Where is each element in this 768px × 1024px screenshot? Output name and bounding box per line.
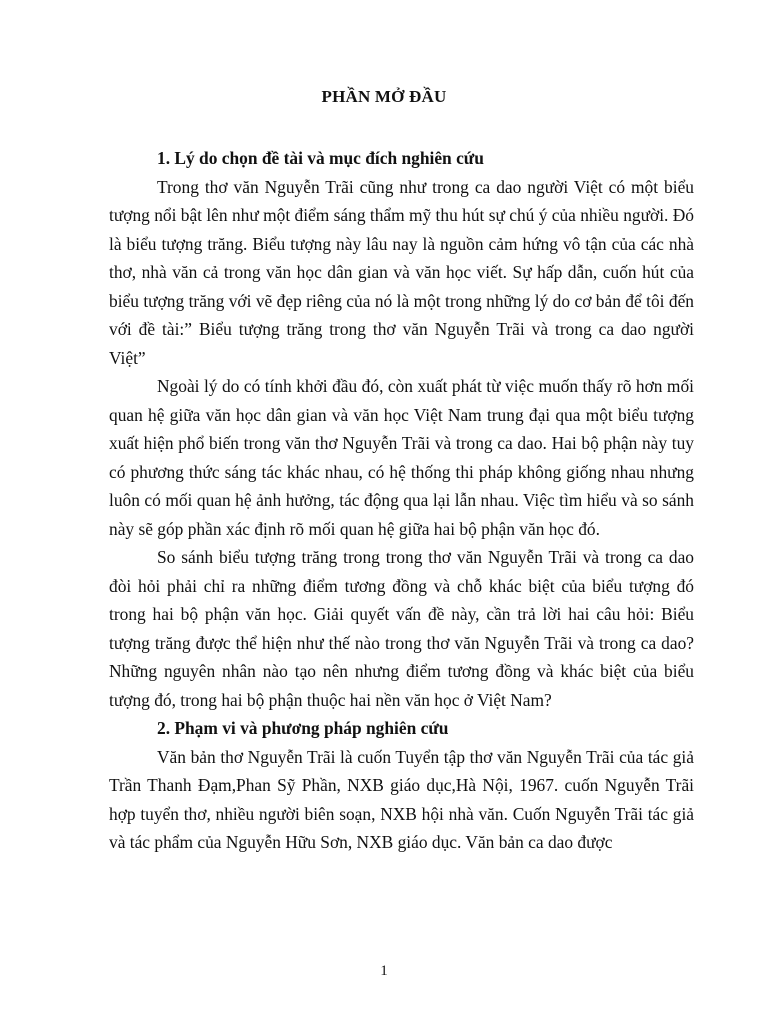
document-body (109, 144, 694, 857)
page-title: PHẦN MỞ ĐẦU (321, 87, 447, 106)
section-heading-scope: 2. Phạm vi và phương pháp nghiên cứu (157, 718, 449, 738)
paragraph: So sánh biểu tượng trăng trong trong thơ văn Nguyễn Trãi và trong ca dao đòi hỏi phải chỉ ra những điểm tương đồng và chỗ khác biệt của biểu tượng đó trong hai bộ phận văn học. Giải quyết vấn đề này, cần trả lời hai câu hỏi: Biểu tượng trăng được thể hiện như thế nào trong thơ văn Nguyễn Trãi và trong ca dao? Những nguyên nhân nào tạo nên nhưng điểm tương đồng và khác biệt của biểu tượng đó, trong hai bộ phận thuộc hai nền văn học ở Việt Nam? (109, 547, 694, 710)
paragraph: Ngoài lý do có tính khởi đầu đó, còn xuất phát từ việc muốn thấy rõ hơn mối quan hệ giữa văn học dân gian và văn học Việt Nam trung đại qua một biểu tượng xuất hiện phổ biến trong văn thơ Nguyễn Trãi và trong ca dao. Hai bộ phận này tuy có phương thức sáng tác khác nhau, có hệ thống thi pháp không giống nhau nhưng luôn có mối quan hệ ảnh hưởng, tác động qua lại lẫn nhau. Việc tìm hiểu và so sánh này sẽ góp phần xác định rõ mối quan hệ giữa hai bộ phận văn học đó. (109, 376, 694, 539)
paragraph: Văn bản thơ Nguyễn Trãi là cuốn Tuyển tập thơ văn Nguyễn Trãi của tác giả Trần Thanh Đạm,Phan Sỹ Phần, NXB giáo dục,Hà Nội, 1967. cuốn Nguyễn Trãi hợp tuyển thơ, nhiều người biên soạn, NXB hội nhà văn. Cuốn Nguyễn Trãi tác giả và tác phẩm của Nguyễn Hữu Sơn, NXB giáo dục. Văn bản ca dao được (109, 746, 694, 852)
page-number: 1 (380, 963, 388, 979)
paragraph: Trong thơ văn Nguyễn Trãi cũng như trong ca dao người Việt có một biểu tượng nổi bật lên như một điểm sáng thẩm mỹ thu hút sự chú ý của nhiều người. Đó là biểu tượng trăng. Biểu tượng này lâu nay là nguồn cảm hứng vô tận của các nhà thơ, nhà văn cả trong văn học dân gian và văn học viết. Sự hấp dẫn, cuốn hút của biểu tượng trăng với vẽ đẹp riêng của nó là một trong những lý do cơ bản để tôi đến với đề tài:” Biểu tượng trăng trong thơ văn Nguyễn Trãi và trong ca dao người Việt” (109, 176, 694, 368)
section-heading-reason: 1. Lý do chọn đề tài và mục đích nghiên cứu (157, 148, 484, 168)
